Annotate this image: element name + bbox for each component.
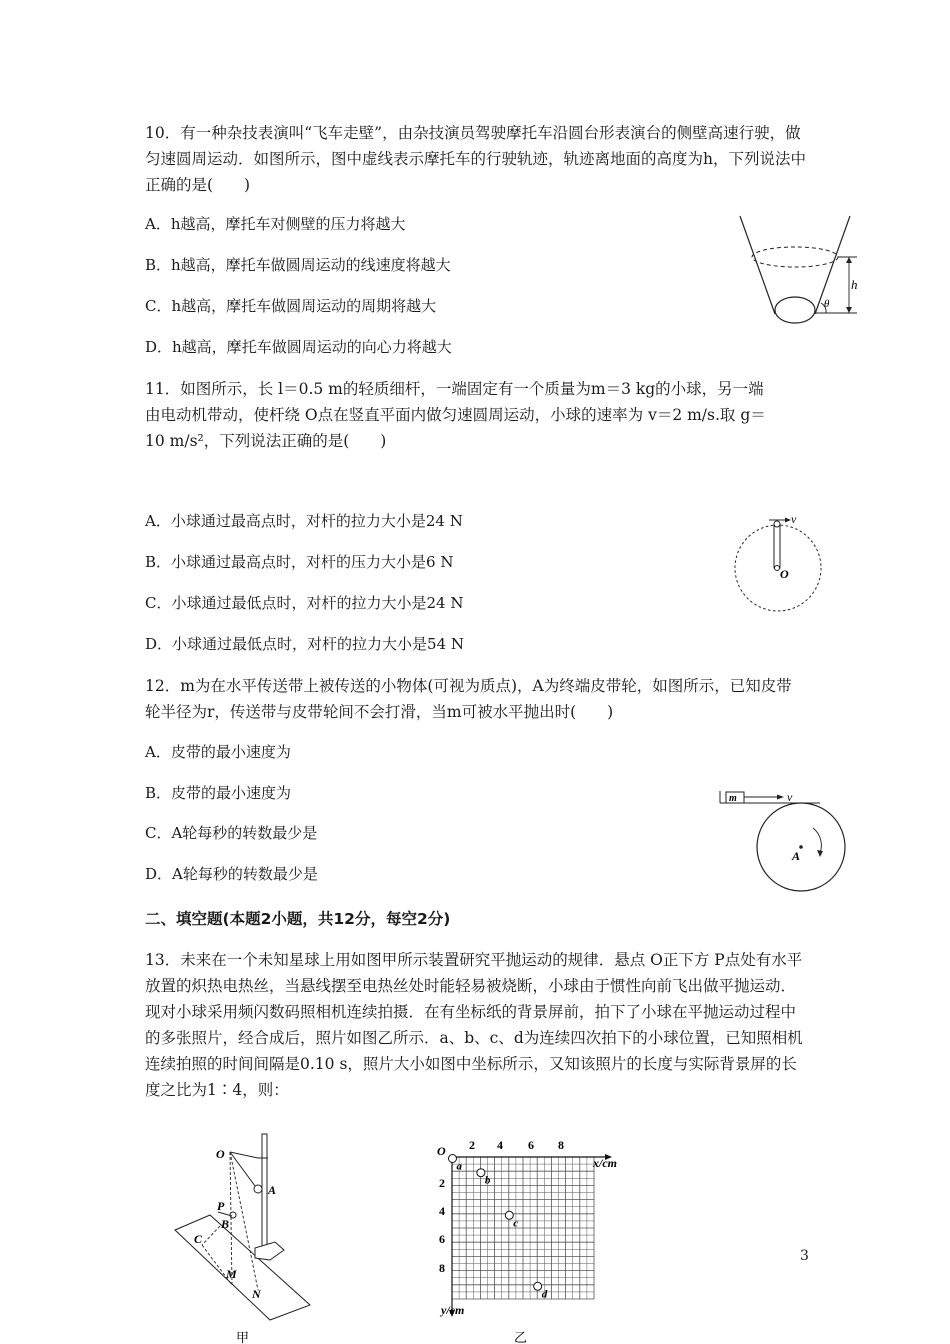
q13-yi-origin: O [437,1144,446,1158]
q13-yi-ytick-8: 8 [439,1261,445,1275]
q13-jia-label-n: N [252,1287,261,1301]
q13-jia-label-c: C [194,1232,203,1246]
q11-label-v: v [791,512,797,526]
q13-jia-label-p: P [217,1199,225,1213]
q12-label-v: v [787,790,793,804]
ball-label-a: a [456,1160,462,1173]
q11-stem-line2: 由电动机带动，使杆绕 O点在竖直平面内做匀速圆周运动，小球的速率为 v＝2 m/s.取 g＝ [145,406,766,424]
q12-label-m: m [729,793,737,804]
q11-option-a: A．小球通过最高点时，对杆的拉力大小是24 N [145,512,463,530]
q13-yi-ylabel: y/cm [441,1303,465,1317]
q12-option-c: C．A轮每秒的转数最少是 [145,824,318,842]
q13-jia-label-a: A [268,1183,277,1197]
q13-yi-xlabel: x/cm [593,1156,617,1170]
ball-position-d [534,1282,542,1290]
q12-figure-belt [712,785,850,900]
q13-yi-caption: 乙 [514,1330,528,1344]
page-number: 3 [800,1248,809,1264]
q13-yi-ytick-6: 6 [439,1232,445,1246]
q13-yi-xtick-2: 2 [469,1138,475,1152]
q13-yi-ytick-4: 4 [439,1204,445,1218]
q13-yi-ytick-2: 2 [439,1176,445,1190]
q11-figure-rod [728,510,838,615]
q13-jia-label-o: O [216,1147,225,1161]
q11-stem-line3: 10 m/s²，下列说法正确的是( ) [145,432,387,450]
ball-label-d: d [541,1288,548,1301]
q11-stem-line1: 11．如图所示，长 l＝0.5 m的轻质细杆，一端固定有一个质量为m＝3 kg的小球，另一端 [145,380,764,398]
q11-option-d: D．小球通过最低点时，对杆的拉力大小是54 N [145,635,465,653]
q12-option-b: B．皮带的最小速度为 [145,784,292,802]
ball-position-b [477,1169,485,1177]
q10-option-a: A．h越高，摩托车对侧壁的压力将越大 [145,215,406,233]
q10-label-theta: θ [824,298,830,310]
ball-position-c [505,1211,513,1219]
q13-stem: 13．未来在一个未知星球上用如图甲所示装置研究平抛运动的规律．悬点 O正下方 P点处有水平放置的炽热电热丝，当悬线摆至电热丝处时能轻易被烧断，小球由于惯性向前飞出做平抛运动．现对小球采用频闪数码照相机连续拍摄．在有坐标纸的背景屏前，拍下了小球在平抛运动过程中的多张照片，经合成后，照片如图乙所示．a、b、c、d为连续四次拍下的小球位置，已知照相机连续拍照的时间间隔是0.10 s，照片大小如图中坐标所示，又知该照片的长度与实际背景屏的长度之比为1∶4，则： [145,951,803,1099]
q13-yi-xtick-6: 6 [528,1138,534,1152]
q10-option-b: B．h越高，摩托车做圆周运动的线速度将越大 [145,256,451,274]
ball-positions [449,1155,548,1301]
q10-stem: 10．有一种杂技表演叫“飞车走壁”，由杂技演员驾驶摩托车沿圆台形表演台的侧壁高速行驶，做匀速圆周运动．如图所示，图中虚线表示摩托车的行驶轨迹，轨迹离地面的高度为h，下列说法中正确的是( ) [145,124,806,194]
q11-label-o: O [780,567,789,581]
q12-stem: 12．m为在水平传送带上被传送的小物体(可视为质点)，A为终端皮带轮，如图所示，已知皮带轮半径为r，传送带与皮带轮间不会打滑，当m可被水平抛出时( ) [145,677,792,721]
q13-jia-caption: 甲 [236,1330,250,1344]
q13-figure-yi [425,1135,635,1344]
q13-figure-jia [160,1130,320,1344]
q13-jia-label-m: M [226,1267,237,1281]
q10-label-h: h [851,277,858,292]
q11-option-c: C．小球通过最低点时，对杆的拉力大小是24 N [145,594,464,612]
q12-option-a: A．皮带的最小速度为 [145,743,291,761]
q13-jia-label-b: B [221,1217,230,1231]
ball-label-b: b [484,1174,491,1187]
q10-option-d: D．h越高，摩托车做圆周运动的向心力将越大 [145,338,452,356]
ball-label-c: c [513,1217,519,1230]
section-heading: 二、填空题(本题2小题，共12分，每空2分) [145,910,451,928]
ball-position-a [449,1155,457,1163]
q12-option-d: D．A轮每秒的转数最少是 [145,865,318,883]
q12-label-a: A [792,849,801,863]
q10-figure-cone [735,210,865,330]
q13-yi-xtick-8: 8 [558,1138,564,1152]
q10-option-c: C．h越高，摩托车做圆周运动的周期将越大 [145,297,437,315]
q13-yi-xtick-4: 4 [497,1138,503,1152]
q11-option-b: B．小球通过最高点时，对杆的压力大小是6 N [145,553,454,571]
coordinate-grid [449,1154,612,1317]
